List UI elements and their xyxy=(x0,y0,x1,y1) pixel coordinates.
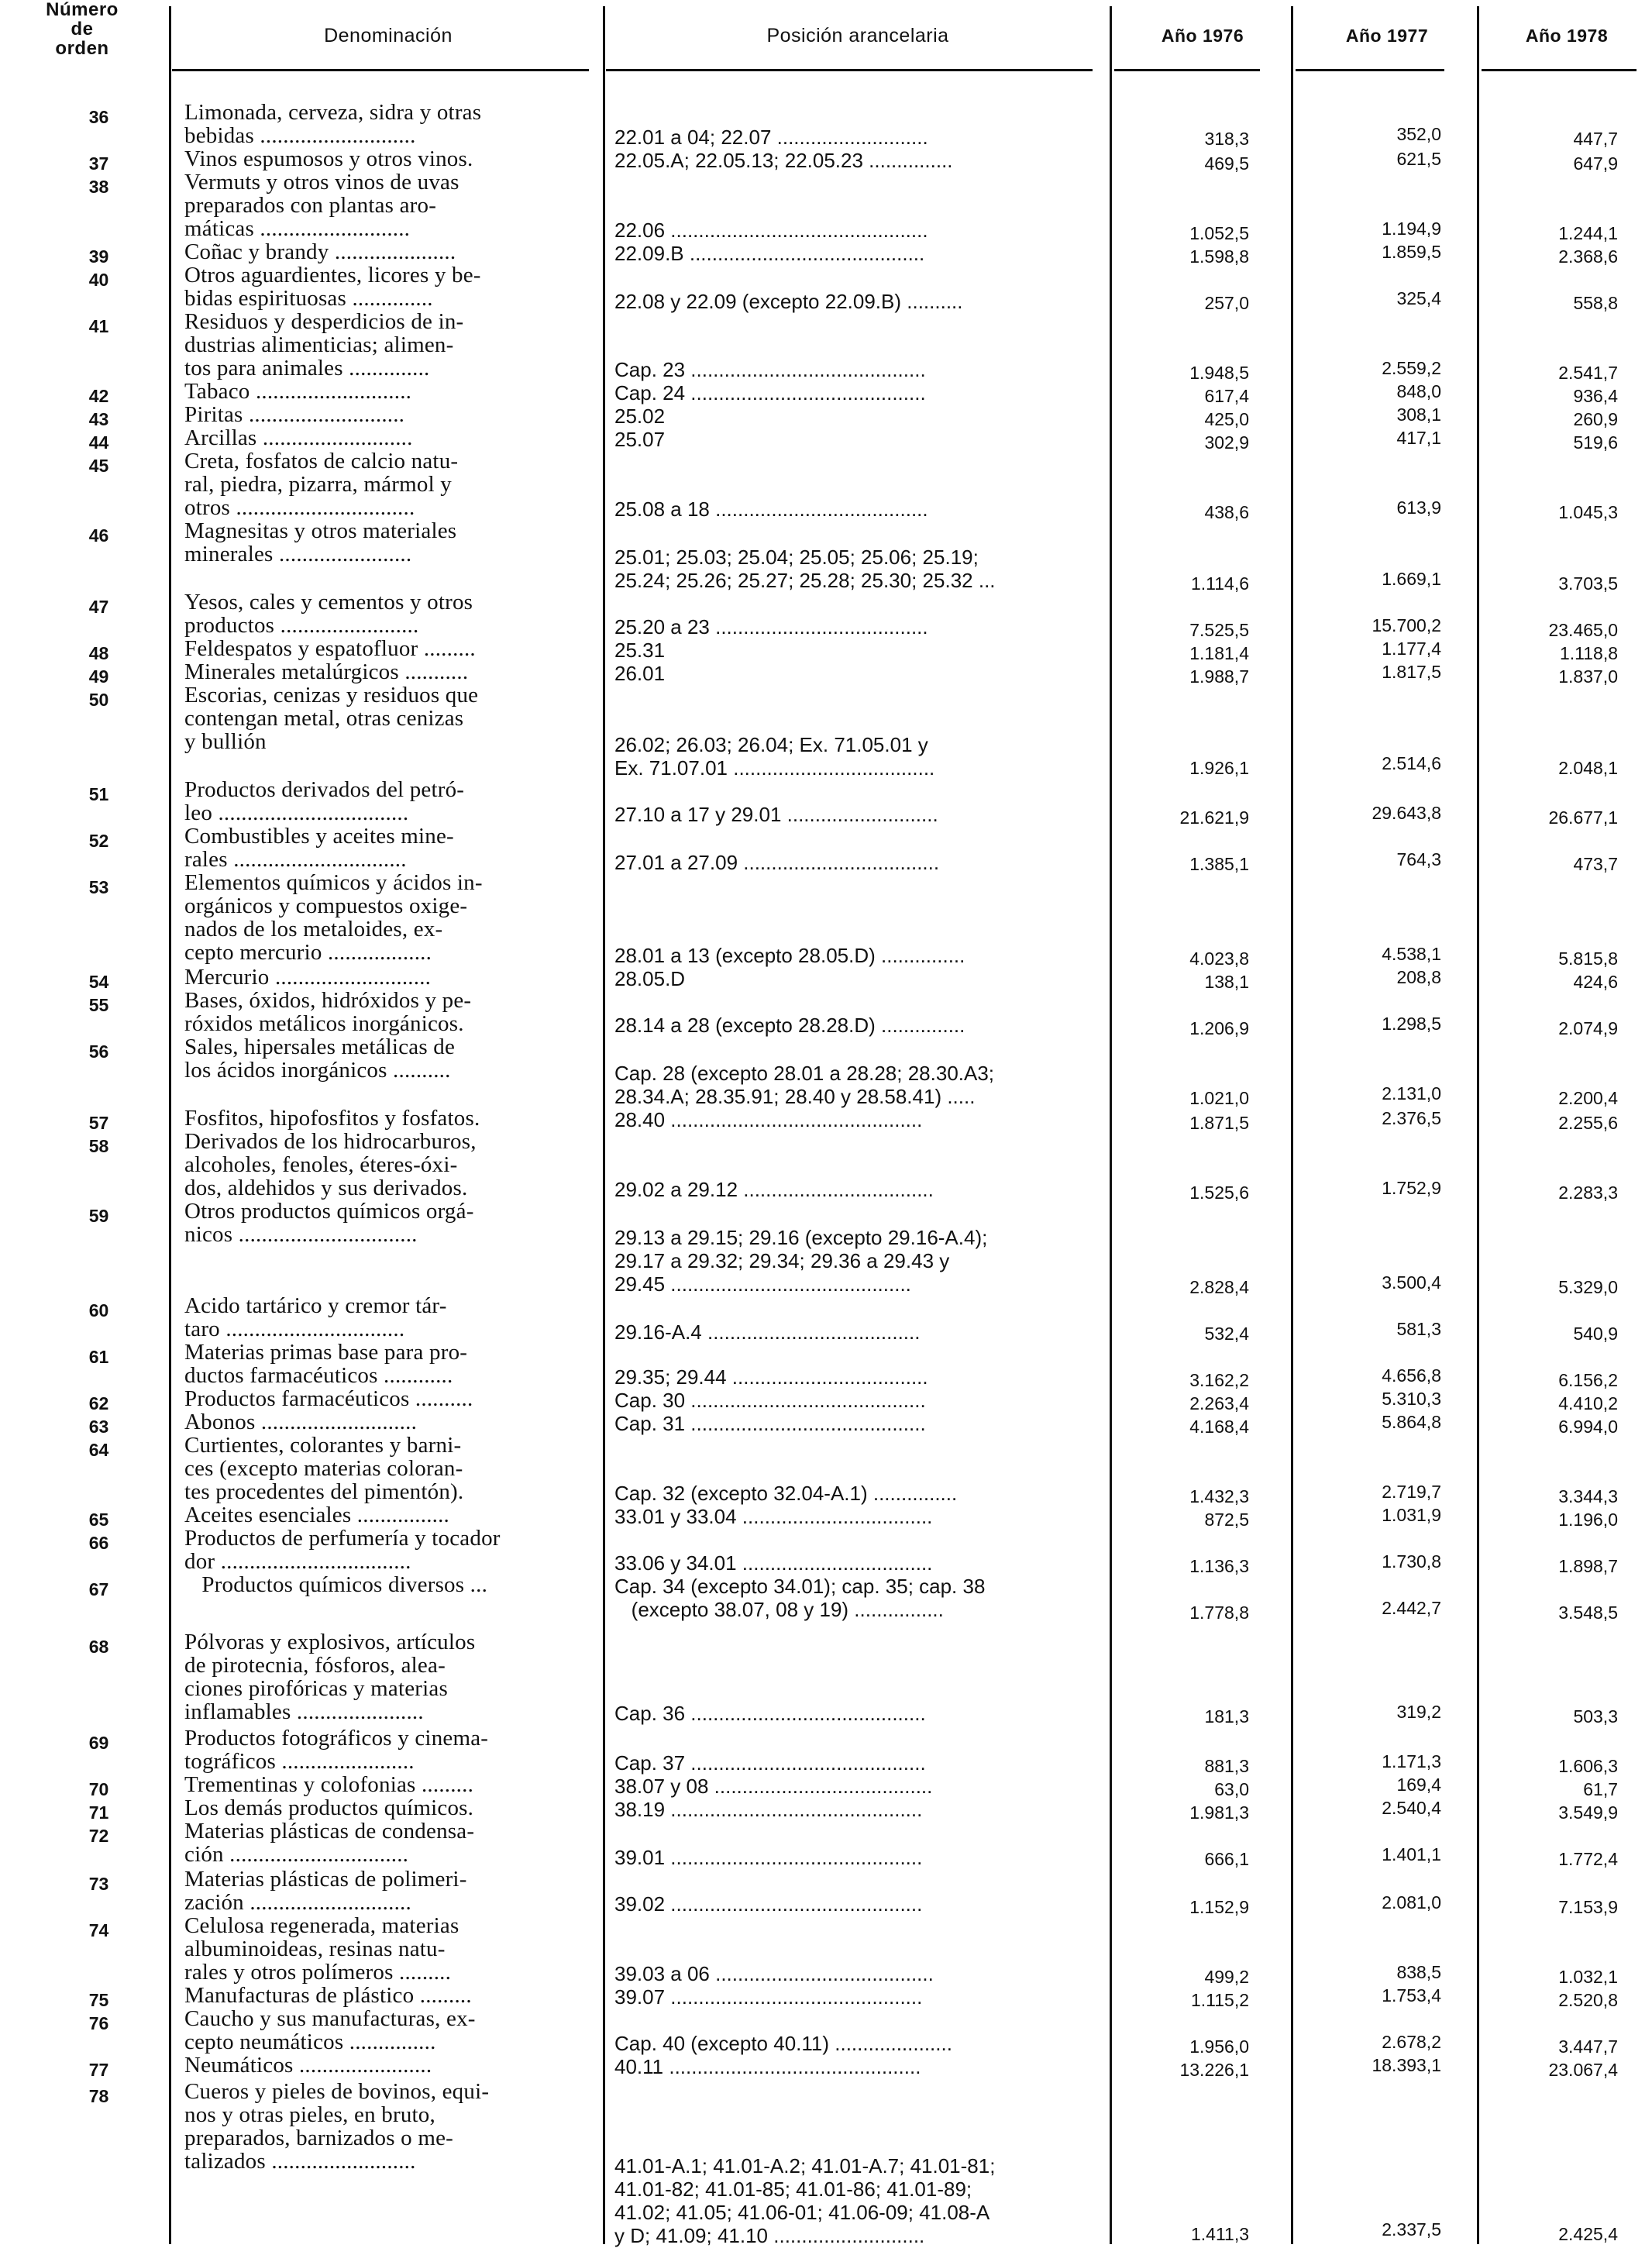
row-number: 43 xyxy=(88,409,109,429)
row-number: 72 xyxy=(88,1826,109,1846)
row-number: 60 xyxy=(88,1300,109,1320)
row-number: 51 xyxy=(88,784,109,804)
header-posicion-arancelaria: Posición arancelaria xyxy=(766,24,949,46)
row-number: 63 xyxy=(88,1417,109,1437)
row-value-1977: 3.500,4 xyxy=(1382,1272,1441,1293)
row-value-1977: 5.310,3 xyxy=(1382,1389,1441,1409)
row-value-1978: 6.994,0 xyxy=(1558,1417,1618,1437)
row-denominacion: Tabaco ........................... xyxy=(184,379,412,404)
row-posicion-arancelaria: 41.01-A.1; 41.01-A.2; 41.01-A.7; 41.01-81; 41.01-82; 41.01-85; 41.01-86; 41.01-89; 41.02; 41.05; 41.06-01; 41.06-09; 41.08-A y D; 41.09; 41.10 ........................... xyxy=(614,2154,996,2247)
row-posicion-arancelaria: 25.07 xyxy=(614,428,666,451)
row-denominacion: Aceites esenciales ................ xyxy=(184,1503,450,1527)
row-posicion-arancelaria: 25.31 xyxy=(614,639,666,662)
row-value-1976: 257,0 xyxy=(1204,293,1249,313)
row-value-1977: 1.298,5 xyxy=(1382,1014,1441,1034)
row-posicion-arancelaria: 39.03 a 06 ....................................... xyxy=(614,1962,934,1985)
row-value-1976: 21.621,9 xyxy=(1179,807,1249,828)
row-value-1977: 848,0 xyxy=(1396,381,1441,401)
row-value-1978: 26.677,1 xyxy=(1548,807,1618,828)
row-value-1976: 1.525,6 xyxy=(1189,1183,1249,1203)
row-value-1978: 23.067,4 xyxy=(1548,2060,1618,2080)
row-value-1977: 764,3 xyxy=(1396,849,1441,869)
row-value-1978: 447,7 xyxy=(1573,129,1618,149)
row-value-1977: 1.753,4 xyxy=(1382,1985,1441,2005)
row-posicion-arancelaria: 38.07 y 08 ....................................... xyxy=(614,1775,933,1798)
row-value-1978: 424,6 xyxy=(1573,972,1618,992)
row-posicion-arancelaria: Cap. 28 (excepto 28.01 a 28.28; 28.30.A3; 28.34.A; 28.35.91; 28.40 y 28.58.41) ..... xyxy=(614,1062,995,1108)
row-value-1976: 1.181,4 xyxy=(1189,643,1249,663)
header-underline xyxy=(1482,69,1637,71)
row-value-1976: 425,0 xyxy=(1204,409,1249,429)
row-value-1977: 169,4 xyxy=(1396,1775,1441,1795)
row-posicion-arancelaria: 29.35; 29.44 ................................... xyxy=(614,1365,928,1389)
row-denominacion: Combustibles y aceites mine- rales .............................. xyxy=(184,824,454,872)
row-number: 73 xyxy=(88,1874,109,1894)
row-number: 54 xyxy=(88,972,109,992)
row-value-1976: 617,4 xyxy=(1204,386,1249,406)
row-denominacion: Materias plásticas de condensa- ción ............................... xyxy=(184,1819,475,1867)
row-value-1978: 6.156,2 xyxy=(1558,1370,1618,1390)
row-value-1976: 1.871,5 xyxy=(1189,1113,1249,1133)
row-number: 67 xyxy=(88,1579,109,1599)
row-value-1978: 936,4 xyxy=(1573,386,1618,406)
row-posicion-arancelaria: 28.05.D xyxy=(614,967,686,990)
row-number: 47 xyxy=(88,597,109,617)
row-denominacion: Trementinas y colofonias ......... xyxy=(184,1772,474,1797)
row-value-1976: 4.168,4 xyxy=(1189,1417,1249,1437)
row-value-1978: 3.549,9 xyxy=(1558,1802,1618,1823)
row-value-1978: 1.606,3 xyxy=(1558,1756,1618,1776)
row-value-1976: 1.988,7 xyxy=(1189,666,1249,687)
row-denominacion: Cueros y pieles de bovinos, equi- nos y otras pieles, en bruto, preparados, barnizados o me- talizados ......................... xyxy=(184,2079,490,2174)
row-posicion-arancelaria: 27.10 a 17 y 29.01 ........................... xyxy=(614,803,938,826)
header-numero-line: Número xyxy=(46,0,119,20)
row-number: 36 xyxy=(88,107,109,127)
row-denominacion: Manufacturas de plástico ......... xyxy=(184,1983,472,2008)
row-denominacion: Pólvoras y explosivos, artículos de pirotecnia, fósforos, alea- ciones pirofóricas y materias inflamables ...................... xyxy=(184,1630,476,1724)
column-divider xyxy=(603,6,605,2244)
row-value-1976: 1.956,0 xyxy=(1189,2036,1249,2057)
row-value-1977: 29.643,8 xyxy=(1372,803,1441,823)
row-number: 40 xyxy=(88,270,109,290)
row-value-1978: 2.074,9 xyxy=(1558,1018,1618,1038)
row-posicion-arancelaria: Cap. 32 (excepto 32.04-A.1) ............... xyxy=(614,1482,958,1505)
row-value-1978: 558,8 xyxy=(1573,293,1618,313)
row-value-1976: 1.114,6 xyxy=(1190,573,1249,594)
row-value-1978: 647,9 xyxy=(1573,153,1618,174)
row-value-1977: 581,3 xyxy=(1396,1319,1441,1339)
row-value-1977: 2.131,0 xyxy=(1382,1083,1441,1103)
row-value-1976: 499,2 xyxy=(1204,1967,1249,1987)
row-value-1978: 2.255,6 xyxy=(1558,1113,1618,1133)
row-value-1977: 1.817,5 xyxy=(1382,662,1441,682)
row-denominacion: Mercurio ........................... xyxy=(184,965,432,990)
row-posicion-arancelaria: 29.02 a 29.12 .................................. xyxy=(614,1178,934,1201)
row-denominacion: Vinos espumosos y otros vinos. xyxy=(184,146,473,171)
row-denominacion: Coñac y brandy ..................... xyxy=(184,239,456,264)
row-posicion-arancelaria: 22.05.A; 22.05.13; 22.05.23 ............... xyxy=(614,149,953,172)
row-value-1976: 666,1 xyxy=(1204,1849,1249,1869)
row-value-1978: 23.465,0 xyxy=(1548,620,1618,640)
row-posicion-arancelaria: 27.01 a 27.09 ................................... xyxy=(614,851,940,874)
row-value-1978: 2.425,4 xyxy=(1558,2224,1618,2244)
row-denominacion: Fosfitos, hipofosfitos y fosfatos. xyxy=(184,1106,480,1131)
header-year-1977: Año 1977 xyxy=(1345,25,1429,46)
row-denominacion: Magnesitas y otros materiales minerales ....................... xyxy=(184,518,457,566)
row-number: 50 xyxy=(88,690,109,710)
row-posicion-arancelaria: Cap. 31 .......................................... xyxy=(614,1412,926,1435)
row-number: 44 xyxy=(88,432,109,453)
row-posicion-arancelaria: Cap. 30 .......................................... xyxy=(614,1389,926,1412)
row-denominacion: Bases, óxidos, hidróxidos y pe- róxidos metálicos inorgánicos. xyxy=(184,988,472,1036)
row-number: 66 xyxy=(88,1533,109,1553)
row-posicion-arancelaria: 33.01 y 33.04 .................................. xyxy=(614,1505,933,1528)
row-posicion-arancelaria: 25.20 a 23 ...................................... xyxy=(614,615,928,639)
row-denominacion: Limonada, cerveza, sidra y otras bebidas ........................... xyxy=(184,100,482,148)
row-denominacion: Minerales metalúrgicos ........... xyxy=(184,659,469,684)
row-value-1977: 1.401,1 xyxy=(1382,1844,1441,1864)
row-denominacion: Productos químicos diversos ... xyxy=(184,1572,488,1597)
row-value-1977: 208,8 xyxy=(1396,967,1441,987)
row-number: 38 xyxy=(88,177,109,197)
row-denominacion: Residuos y desperdicios de in- dustrias alimenticias; alimen- tos para animales .............. xyxy=(184,309,464,380)
row-number: 56 xyxy=(88,1041,109,1062)
row-number: 42 xyxy=(88,386,109,406)
row-posicion-arancelaria: 26.02; 26.03; 26.04; Ex. 71.05.01 y Ex. 71.07.01 .................................... xyxy=(614,733,935,780)
row-posicion-arancelaria: 39.01 ............................................. xyxy=(614,1846,923,1869)
row-value-1977: 2.337,5 xyxy=(1382,2219,1441,2240)
row-posicion-arancelaria: 33.06 y 34.01 .................................. xyxy=(614,1551,933,1575)
row-denominacion: Creta, fosfatos de calcio natu- ral, piedra, pizarra, mármol y otros ............................... xyxy=(184,449,459,520)
row-value-1977: 319,2 xyxy=(1396,1702,1441,1722)
row-value-1976: 532,4 xyxy=(1204,1324,1249,1344)
row-posicion-arancelaria: Cap. 23 .......................................... xyxy=(614,358,926,381)
row-posicion-arancelaria: 38.19 ............................................. xyxy=(614,1798,923,1821)
row-posicion-arancelaria: 40.11 ............................................. xyxy=(614,2055,921,2078)
row-value-1977: 1.177,4 xyxy=(1382,639,1441,659)
row-value-1977: 2.442,7 xyxy=(1382,1598,1441,1618)
row-denominacion: Productos de perfumería y tocador dor ................................. xyxy=(184,1526,501,1574)
row-number: 76 xyxy=(88,2013,109,2033)
row-denominacion: Piritas ........................... xyxy=(184,402,405,427)
row-posicion-arancelaria: 39.07 ............................................. xyxy=(614,1985,923,2009)
row-value-1978: 2.368,6 xyxy=(1558,246,1618,267)
row-value-1978: 1.837,0 xyxy=(1558,666,1618,687)
row-value-1976: 1.948,5 xyxy=(1189,363,1249,383)
row-value-1976: 1.926,1 xyxy=(1189,758,1249,778)
row-denominacion: Materias plásticas de polimeri- zación ............................ xyxy=(184,1867,467,1915)
column-divider xyxy=(1110,6,1112,2244)
row-denominacion: Arcillas .......................... xyxy=(184,425,413,450)
row-value-1977: 2.376,5 xyxy=(1382,1108,1441,1128)
row-number: 70 xyxy=(88,1779,109,1799)
row-value-1978: 473,7 xyxy=(1573,854,1618,874)
row-value-1977: 2.514,6 xyxy=(1382,753,1441,773)
row-denominacion: Caucho y sus manufacturas, ex- cepto neumáticos ............... xyxy=(184,2006,476,2054)
header-denominacion: Denominación xyxy=(324,24,453,46)
row-value-1978: 540,9 xyxy=(1573,1324,1618,1344)
row-number: 58 xyxy=(88,1136,109,1156)
row-value-1976: 438,6 xyxy=(1204,502,1249,522)
row-value-1977: 613,9 xyxy=(1396,497,1441,518)
row-value-1977: 2.719,7 xyxy=(1382,1482,1441,1502)
row-value-1976: 318,3 xyxy=(1204,129,1249,149)
row-value-1978: 7.153,9 xyxy=(1558,1897,1618,1917)
row-number: 77 xyxy=(88,2060,109,2080)
header-underline xyxy=(1114,69,1260,71)
row-posicion-arancelaria: 29.13 a 29.15; 29.16 (excepto 29.16-A.4); 29.17 a 29.32; 29.34; 29.36 a 29.43 y 29.45 ........................................... xyxy=(614,1226,988,1296)
row-value-1976: 2.263,4 xyxy=(1189,1393,1249,1413)
row-number: 68 xyxy=(88,1637,109,1657)
row-value-1976: 4.023,8 xyxy=(1189,948,1249,969)
row-value-1977: 1.171,3 xyxy=(1382,1751,1441,1771)
row-denominacion: Curtientes, colorantes y barni- ces (excepto materias coloran- tes procedentes del pimentón). xyxy=(184,1433,464,1504)
row-value-1977: 2.081,0 xyxy=(1382,1892,1441,1912)
row-posicion-arancelaria: 28.14 a 28 (excepto 28.28.D) ............... xyxy=(614,1014,965,1037)
row-value-1977: 2.540,4 xyxy=(1382,1798,1441,1818)
row-posicion-arancelaria: 28.01 a 13 (excepto 28.05.D) ............... xyxy=(614,944,965,967)
row-number: 71 xyxy=(88,1802,109,1823)
row-denominacion: Productos farmacéuticos .......... xyxy=(184,1386,473,1411)
row-number: 55 xyxy=(88,995,109,1015)
row-denominacion: Otros productos químicos orgá- nicos ............................... xyxy=(184,1199,474,1247)
row-value-1976: 1.052,5 xyxy=(1189,223,1249,243)
row-denominacion: Celulosa regenerada, materias albuminoideas, resinas natu- rales y otros polímeros ......... xyxy=(184,1913,459,1985)
row-posicion-arancelaria: 29.16-A.4 ...................................... xyxy=(614,1320,921,1344)
row-value-1977: 15.700,2 xyxy=(1372,615,1441,635)
row-value-1978: 2.541,7 xyxy=(1558,363,1618,383)
row-value-1977: 1.752,9 xyxy=(1382,1178,1441,1198)
row-value-1977: 5.864,8 xyxy=(1382,1412,1441,1432)
row-denominacion: Materias primas base para pro- ductos farmacéuticos ............ xyxy=(184,1340,468,1388)
row-posicion-arancelaria: Cap. 24 .......................................... xyxy=(614,381,926,405)
row-value-1978: 1.196,0 xyxy=(1558,1510,1618,1530)
row-posicion-arancelaria: 25.08 a 18 ...................................... xyxy=(614,497,928,521)
row-value-1978: 3.344,3 xyxy=(1558,1486,1618,1506)
row-value-1976: 1.136,3 xyxy=(1189,1556,1249,1576)
row-number: 78 xyxy=(88,2086,109,2106)
row-value-1978: 4.410,2 xyxy=(1558,1393,1618,1413)
row-value-1976: 1.021,0 xyxy=(1189,1088,1249,1108)
row-posicion-arancelaria: 22.08 y 22.09 (excepto 22.09.B) .......... xyxy=(614,290,963,313)
row-number: 59 xyxy=(88,1206,109,1226)
row-denominacion: Sales, hipersales metálicas de los ácidos inorgánicos .......... xyxy=(184,1035,456,1083)
row-value-1976: 13.226,1 xyxy=(1179,2060,1249,2080)
row-value-1976: 138,1 xyxy=(1204,972,1249,992)
row-value-1977: 838,5 xyxy=(1396,1962,1441,1982)
row-posicion-arancelaria: 25.01; 25.03; 25.04; 25.05; 25.06; 25.19; 25.24; 25.26; 25.27; 25.28; 25.30; 25.32 ... xyxy=(614,546,996,592)
header-numero-de-orden xyxy=(0,0,164,71)
row-number: 62 xyxy=(88,1393,109,1413)
row-value-1976: 63,0 xyxy=(1214,1779,1249,1799)
row-number: 61 xyxy=(88,1347,109,1367)
row-value-1977: 1.194,9 xyxy=(1382,219,1441,239)
row-value-1976: 469,5 xyxy=(1204,153,1249,174)
row-posicion-arancelaria: 22.01 a 04; 22.07 ........................... xyxy=(614,126,928,149)
column-divider xyxy=(1291,6,1293,2244)
row-value-1977: 325,4 xyxy=(1396,288,1441,308)
row-posicion-arancelaria: Cap. 40 (excepto 40.11) ..................... xyxy=(614,2032,952,2055)
row-value-1978: 3.548,5 xyxy=(1558,1603,1618,1623)
row-number: 64 xyxy=(88,1440,109,1460)
row-value-1977: 1.730,8 xyxy=(1382,1551,1441,1572)
header-year-1978: Año 1978 xyxy=(1525,25,1609,46)
row-denominacion: Feldespatos y espatofluor ......... xyxy=(184,636,476,661)
row-value-1978: 3.703,5 xyxy=(1558,573,1618,594)
row-number: 39 xyxy=(88,246,109,267)
header-underline xyxy=(1296,69,1444,71)
row-value-1978: 2.520,8 xyxy=(1558,1990,1618,2010)
row-value-1976: 1.981,3 xyxy=(1189,1802,1249,1823)
row-value-1976: 881,3 xyxy=(1204,1756,1249,1776)
row-value-1977: 621,5 xyxy=(1396,149,1441,169)
row-value-1978: 1.898,7 xyxy=(1558,1556,1618,1576)
row-value-1977: 1.859,5 xyxy=(1382,242,1441,262)
row-posicion-arancelaria: 22.06 .............................................. xyxy=(614,219,928,242)
row-denominacion: Escorias, cenizas y residuos que contengan metal, otras cenizas y bullión xyxy=(184,683,479,754)
row-denominacion: Abonos ........................... xyxy=(184,1410,418,1434)
row-value-1977: 308,1 xyxy=(1396,405,1441,425)
row-number: 75 xyxy=(88,1990,109,2010)
row-denominacion: Yesos, cales y cementos y otros productos ........................ xyxy=(184,590,473,638)
row-value-1978: 260,9 xyxy=(1573,409,1618,429)
row-posicion-arancelaria: 22.09.B .......................................... xyxy=(614,242,925,265)
column-divider xyxy=(169,6,171,2244)
row-number: 49 xyxy=(88,666,109,687)
row-value-1976: 1.206,9 xyxy=(1189,1018,1249,1038)
row-denominacion: Acido tartárico y cremor tár- taro ............................... xyxy=(184,1293,447,1341)
row-value-1976: 1.598,8 xyxy=(1189,246,1249,267)
row-value-1977: 352,0 xyxy=(1396,124,1441,144)
row-value-1977: 2.559,2 xyxy=(1382,358,1441,378)
row-value-1977: 2.678,2 xyxy=(1382,2032,1441,2052)
row-number: 37 xyxy=(88,153,109,174)
row-posicion-arancelaria: Cap. 37 .......................................... xyxy=(614,1751,926,1775)
row-number: 69 xyxy=(88,1733,109,1753)
row-value-1976: 872,5 xyxy=(1204,1510,1249,1530)
row-value-1978: 61,7 xyxy=(1583,1779,1618,1799)
row-denominacion: Elementos químicos y ácidos in- orgánicos y compuestos oxige- nados de los metaloides, ex- cepto mercurio .................. xyxy=(184,870,483,965)
row-value-1976: 1.115,2 xyxy=(1190,1990,1249,2010)
row-value-1976: 1.432,3 xyxy=(1189,1486,1249,1506)
row-value-1978: 3.447,7 xyxy=(1558,2036,1618,2057)
row-number: 52 xyxy=(88,831,109,851)
row-value-1978: 503,3 xyxy=(1573,1706,1618,1727)
row-value-1976: 181,3 xyxy=(1204,1706,1249,1727)
row-posicion-arancelaria: 28.40 ............................................. xyxy=(614,1108,923,1131)
row-value-1977: 1.031,9 xyxy=(1382,1505,1441,1525)
row-value-1978: 1.772,4 xyxy=(1558,1849,1618,1869)
row-posicion-arancelaria: 39.02 ............................................. xyxy=(614,1892,923,1916)
row-posicion-arancelaria: 26.01 xyxy=(614,662,666,685)
row-number: 45 xyxy=(88,456,109,476)
row-denominacion: Neumáticos ....................... xyxy=(184,2053,432,2078)
row-value-1977: 4.656,8 xyxy=(1382,1365,1441,1386)
row-number: 65 xyxy=(88,1510,109,1530)
row-value-1976: 1.385,1 xyxy=(1189,854,1249,874)
row-value-1976: 1.411,3 xyxy=(1190,2224,1249,2244)
row-value-1978: 1.244,1 xyxy=(1558,223,1618,243)
row-denominacion: Vermuts y otros vinos de uvas preparados con plantas aro- máticas .......................... xyxy=(184,170,459,241)
row-value-1976: 2.828,4 xyxy=(1189,1277,1249,1297)
header-year-1976: Año 1976 xyxy=(1161,25,1244,46)
row-denominacion: Otros aguardientes, licores y be- bidas espirituosas .............. xyxy=(184,263,481,311)
row-value-1976: 3.162,2 xyxy=(1189,1370,1249,1390)
row-number: 41 xyxy=(88,316,109,336)
row-value-1978: 1.118,8 xyxy=(1559,643,1618,663)
row-value-1978: 1.045,3 xyxy=(1558,502,1618,522)
row-value-1977: 4.538,1 xyxy=(1382,944,1441,964)
header-numero-line: de xyxy=(71,19,94,40)
row-posicion-arancelaria: Cap. 36 .......................................... xyxy=(614,1702,926,1725)
row-denominacion: Productos fotográficos y cinema- tográficos ....................... xyxy=(184,1726,489,1774)
row-value-1976: 7.525,5 xyxy=(1189,620,1249,640)
row-posicion-arancelaria: 25.02 xyxy=(614,405,666,428)
row-denominacion: Derivados de los hidrocarburos, alcoholes, fenoles, éteres-óxi- dos, aldehidos y sus derivados. xyxy=(184,1129,477,1200)
row-value-1976: 1.778,8 xyxy=(1189,1603,1249,1623)
row-value-1977: 417,1 xyxy=(1396,428,1441,448)
row-value-1978: 5.329,0 xyxy=(1558,1277,1618,1297)
row-value-1978: 2.200,4 xyxy=(1558,1088,1618,1108)
row-number: 46 xyxy=(88,525,109,546)
header-underline xyxy=(172,69,589,71)
row-number: 74 xyxy=(88,1920,109,1940)
header-underline xyxy=(606,69,1093,71)
row-value-1978: 2.283,3 xyxy=(1558,1183,1618,1203)
row-value-1978: 2.048,1 xyxy=(1558,758,1618,778)
row-number: 53 xyxy=(88,877,109,897)
row-posicion-arancelaria: Cap. 34 (excepto 34.01); cap. 35; cap. 38 (excepto 38.07, 08 y 19) ................ xyxy=(614,1575,986,1621)
row-number: 57 xyxy=(88,1113,109,1133)
row-value-1976: 302,9 xyxy=(1204,432,1249,453)
header-numero-line: orden xyxy=(55,38,109,59)
row-value-1976: 1.152,9 xyxy=(1189,1897,1249,1917)
row-value-1978: 1.032,1 xyxy=(1558,1967,1618,1987)
row-value-1977: 1.669,1 xyxy=(1382,569,1441,589)
row-number: 48 xyxy=(88,643,109,663)
column-divider xyxy=(1477,6,1479,2244)
row-value-1978: 5.815,8 xyxy=(1558,948,1618,969)
row-value-1978: 519,6 xyxy=(1573,432,1618,453)
row-value-1977: 18.393,1 xyxy=(1372,2055,1441,2075)
row-denominacion: Productos derivados del petró- leo ................................. xyxy=(184,777,465,825)
row-denominacion: Los demás productos químicos. xyxy=(184,1795,474,1820)
